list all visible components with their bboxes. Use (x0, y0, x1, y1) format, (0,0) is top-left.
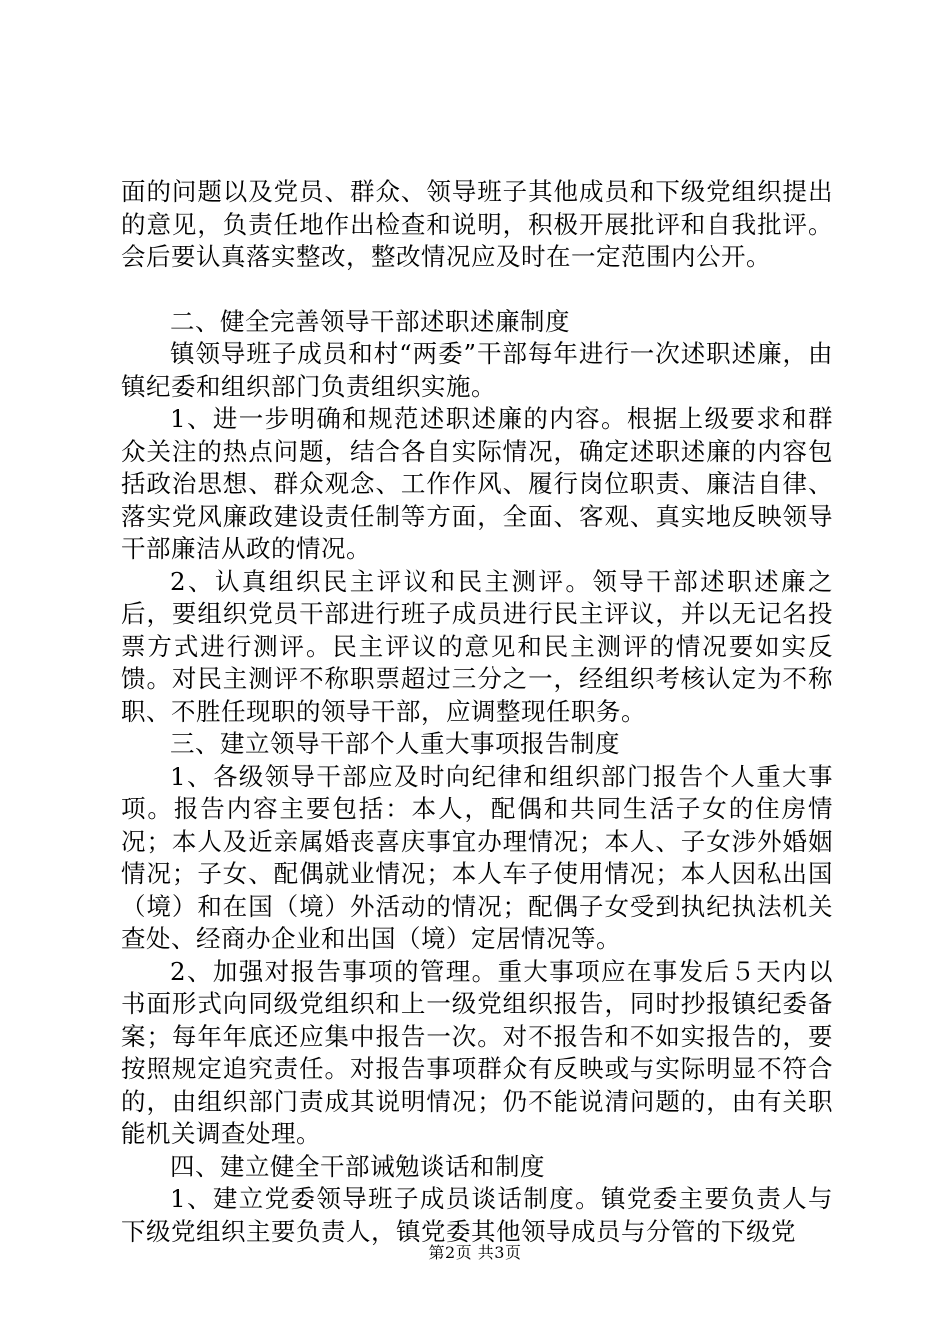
section-heading-3: 三、建立领导干部个人重大事项报告制度 (170, 729, 620, 758)
paragraph: 镇领导班子成员和村“两委”干部每年进行一次述职述廉，由镇纪委和组织部门负责组织实施。 (121, 339, 833, 401)
section-heading-4: 四、建立健全干部诫勉谈话和制度 (170, 1151, 545, 1181)
paragraph: 1、建立党委领导班子成员谈话制度。镇党委主要负责人与下级党组织主要负责人，镇党委其他领导成员与分管的下级党 (121, 1184, 833, 1246)
section-heading-2: 二、健全完善领导干部述职述廉制度 (170, 306, 570, 336)
document-body (121, 176, 833, 1248)
paragraph: 2、加强对报告事项的管理。重大事项应在事发后５天内以书面形式向同级党组织和上一级党组织报告，同时抄报镇纪委备案；每年年底还应集中报告一次。对不报告和不如实报告的，要按照规定追究责任。对报告事项群众有反映或与实际明显不符合的，由组织部门责成其说明情况；仍不能说清问题的，由有关职能机关调查处理。 (121, 956, 833, 1148)
paragraph: 2、认真组织民主评议和民主测评。领导干部述职述廉之后，要组织党员干部进行班子成员进行民主评议，并以无记名投票方式进行测评。民主评议的意见和民主测评的情况要如实反馈。对民主测评不称职票超过三分之一，经组织考核认定为不称职、不胜任现职的领导干部，应调整现任职务。 (121, 566, 833, 726)
page-footer: 第2页 共3页 (428, 1243, 522, 1262)
paragraph: 1、各级领导干部应及时向纪律和组织部门报告个人重大事项。报告内容主要包括：本人，配偶和共同生活子女的住房情况；本人及近亲属婚丧喜庆事宜办理情况；本人、子女涉外婚姻情况；子女、配偶就业情况；本人车子使用情况；本人因私出国（境）和在国（境）外活动的情况；配偶子女受到执纪执法机关查处、经商办企业和出国（境）定居情况等。 (121, 761, 833, 953)
paragraph-continuation: 面的问题以及党员、群众、领导班子其他成员和下级党组织提出的意见，负责任地作出检查和说明，积极开展批评和自我批评。会后要认真落实整改，整改情况应及时在一定范围内公开。 (121, 177, 833, 271)
paragraph: 1、进一步明确和规范述职述廉的内容。根据上级要求和群众关注的热点问题，结合各自实际情况，确定述职述廉的内容包括政治思想、群众观念、工作作风、履行岗位职责、廉洁自律、落实党风廉政建设责任制等方面，全面、客观、真实地反映领导干部廉洁从政的情况。 (121, 404, 833, 563)
